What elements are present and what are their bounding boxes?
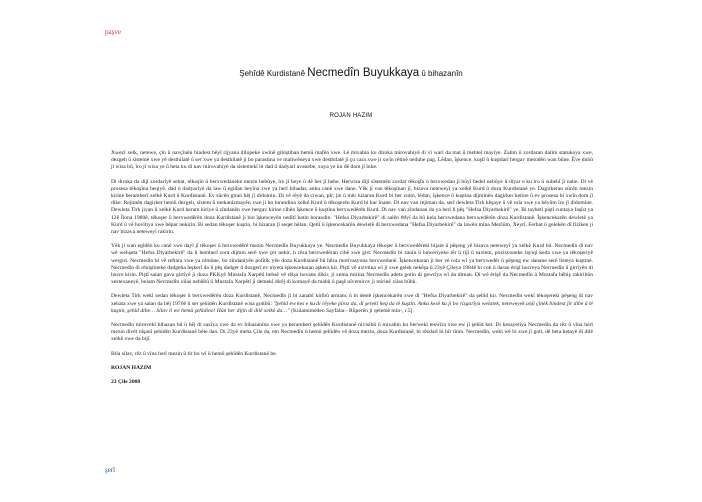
author-byline: ROJAN HAZIM bbox=[329, 113, 373, 119]
signature: ROJAN HAZIM bbox=[111, 364, 152, 371]
back-link[interactable]: paşve bbox=[105, 28, 121, 36]
paragraph-3: Yêk ji wan egîdên ku canê xwe dayî jî têkoşer û berxwedêrê mezin Necmedîn Buyukkaya ye. Necmedîn Buyukkaya têkoşer û berxwedêreki bijare û pêşeng yê bizava neteweyî ya xelkê Kurd bû. Necmedîn di nav wê wehşeta "Hefsa Diyarbekirê" da li hemberî zora dijmin serê xwe çer nekir, lı rêza berxwedêran cihê xwe girt. Necmedîn bi zanîn û baweriyeke têr û tijî û saxlem, pozisyoneke layiqî keda xwe ya têkoşeriyê wergirt. Necmedîn bi vê reftara xwe ya nimûne, bo zîndaniyên polîtîk yên doza Kurdistanê bû hêza motîvasyona berxwedanê. Îşkencekaran ji ber vê rola wî ya berxwedêr û pêşeng ew danane serê lîsteya kuştinê. Necmedîn di rêniştineke dadgeha leşkerî da li pêş dadger û dozgerî ev nîyeta îşkencekaran aşkera kir. Piştî vê axivtina wî ji xwe gelek nekêşa û 23yê Çileya 1984ê bi cob û daran êrişî hucreya Necmedîn û girtîyên di hucre kirin. Piştî salan gava girtîyê ji doza PKKyê Mustafa Xarpêtî behsê vê rêişa hovane dikir, ji xema mirina Necmedîn adeta gotin di gewrîya wî da diman. Di wê êrişê da Necmedîn û Mustafa bêhiş rakiribûn xestexaneyê, belam Necmedîn xilas nebûbû û Mustafa Xarpêtî ji demekî dirêj di komayê da mabû û paşê nîvemirov ji mirinê xilas bûbû. bbox=[111, 243, 593, 286]
paragraph-2: Di diroka da dijî zordariyê sebat, têkoşîn û berxwedaneke mezin hebûye, îro jî heye û dê her jî hebe. Herwisa dijî sîstemên zordar têkoşîn û berxwedan jî bûyî bedel nebûye û diyar e ku îro û subehî jî nabe. Di vê prosesa têkoşîna heqiyê, dad û dadyariyê da law û egîdan heyîna xwe ya herî bihadar, anku canê xwe dane. Yêk jî van têkoşînan jî, bizava neteweyî ya xelkê Kurd û doza Kurdistanê ye. Dagirkeran sûcên mezin kirine beramberî xelkê Kurd û Kurdistanê. Ev sûcên giran hêj jî didomin. Di vê rêyê da ciwan, pîr, jin û mêr hizaran Kurd bi ber zulm, lêdan, îşkence û kuştina dijminên dagirker ketine û ev prosesa bi xwîn dom jî dike. Rejimên dagirker hemû dezgeh, sîstem û mekanîzmayên xwe ji bo bırandina xelkê Kurd û têkoşerên Kurd bi kar înane. Di nav van rejiman da, serî dewleta Tirk kêşaye û vê rola xwe ya bêyûm îro jî didomîne. Dewleta Tirk jiyan li xelkê Kurd heram kiriye û zîndanên xwe hergav kirine cîhên îşkence û kuştina berxwedêrên Kurd. Di nav van zîndanan da ya herî li pêş "Hefsa Diyarbekirê" ye. Bi tayhetî piştî cuntaya faşîst ya 12ê Îlona 1980ê, têkoşer û berxwedêrên doza Kurdistanê ji bin îşkenceyên nedîtî hatin borandin. "Hefsa Diyarbekirê" di salên 80yî da bû kela berxwedana berxwedêrên doza Kurdistanê. Îşkencekarên dewletê ya Kurd û vê hovîtiya xwe bêpar nekirin. Bi sedan têkoşer kuştin, bi hizaran jî seqet hêlan. Qetil û îşkencekarên dewletê di berxwedana "Hefsa Diyarbekirê" da lawên mîna Mezlûm, Xeyrî, Ferhat û gelekên dî fizîken ji nav bizava neteweyî rakirin. bbox=[111, 178, 593, 236]
article-body bbox=[111, 150, 593, 393]
paragraph-4 bbox=[111, 293, 593, 315]
page-title bbox=[0, 67, 702, 79]
paragraph-5: Necmedîn mirovekî bihazan bû û hêj di saxîya xwe da ev bihazanîna xwe ya beramberî şehîdên Kurdistanê nivisîbû û mixabin ku herwekî teswîra xwe ew jî şehîd ket. Di kesayetîya Necmedîn da rêz û vîna herî mezin divêt nîşanî şehîdên Kurdistanê bête dan. Di 23yê meha Çile da, em Necmedîn û hemû şehîdên vê doza mezin, doza Kurdistanê, bi rêzdarî bi bîr tînin. Necmedîn, wekî wê bi xwe jî gotî, dê heta hetayê di dilê xelkê xwe da bijî. bbox=[111, 322, 593, 343]
title-prefix: Şehîdê Kurdistanê bbox=[239, 69, 308, 78]
date: 23 Çile 2008 bbox=[111, 379, 141, 386]
paragraph-4-text: Dewleta Tirk wekî sedan têkoşer û berxwedêrên doza Kurdistanê, Necmedîn jî bi zanabî kiribû armanc û bi destê îşkencekarên xwe di "Hefsa Diyarbekirê" da şehîd kir. Necmedîn wekî têkoşereki pêşeng di nav xebata xwe ya salan da bêj 1976ê li ser şehîdên Kurdistanê wisa gotibû: bbox=[111, 293, 593, 307]
quote-reference: (Kulamimeden Sayfalar.- Rûperên ji qelemê min-, r.5]. bbox=[289, 307, 414, 314]
title-suffix: û bihazanîn bbox=[419, 69, 463, 78]
paragraph-1: Xwezî xelk, netewe, çîn û navçînên bindest bêyî rijyana dilopeke xwînê gihiştiban hemû mafên xwe. Lê mixabin ku diroka mirovahiyê di vî warî da mat û mehtel mayîye. Zalim û zordaran dalim statukoya xwe, dezgeh û sîstemê xwe yê desthilatê û ser xwe ya desthilatê ji bo parastina ve maliwêneya xwe desthilatê ji çu cara xwe ji xwîn rêtinê neduhe pag. Lêdan, îşkence, kuştî û kuştdarî hergav metodên wan bûne. Êve duhû jî wisa bû, îro jî wisa ye û heta ku di nav mirovahiyê da sîstemekî bi dad û dadyarî avanebe, xuya ye ku dê dom jî bike. bbox=[111, 150, 593, 171]
quote: "Şehîd ew kes e ku di rêyeke pîroz da, di şerekî heq da tê kuştin. Anku kesê ku ji bo rizgarîya welatek, neteweyek anjî çînêk bindest jîr dibe û tê kuştin, şehîd dibe… Silav li we hemû şehîdino! Hûn her dijîn di dilê xelkê da…" bbox=[111, 300, 593, 314]
paragraph-6: Bila silav, rêz û vîna herî mezin û tîr bo wî û hemû şehîdên Kurdistanê be. bbox=[111, 350, 278, 357]
title-name: Necmedîn Buyukkaya bbox=[307, 67, 420, 79]
forward-link[interactable]: şerî bbox=[105, 466, 116, 474]
